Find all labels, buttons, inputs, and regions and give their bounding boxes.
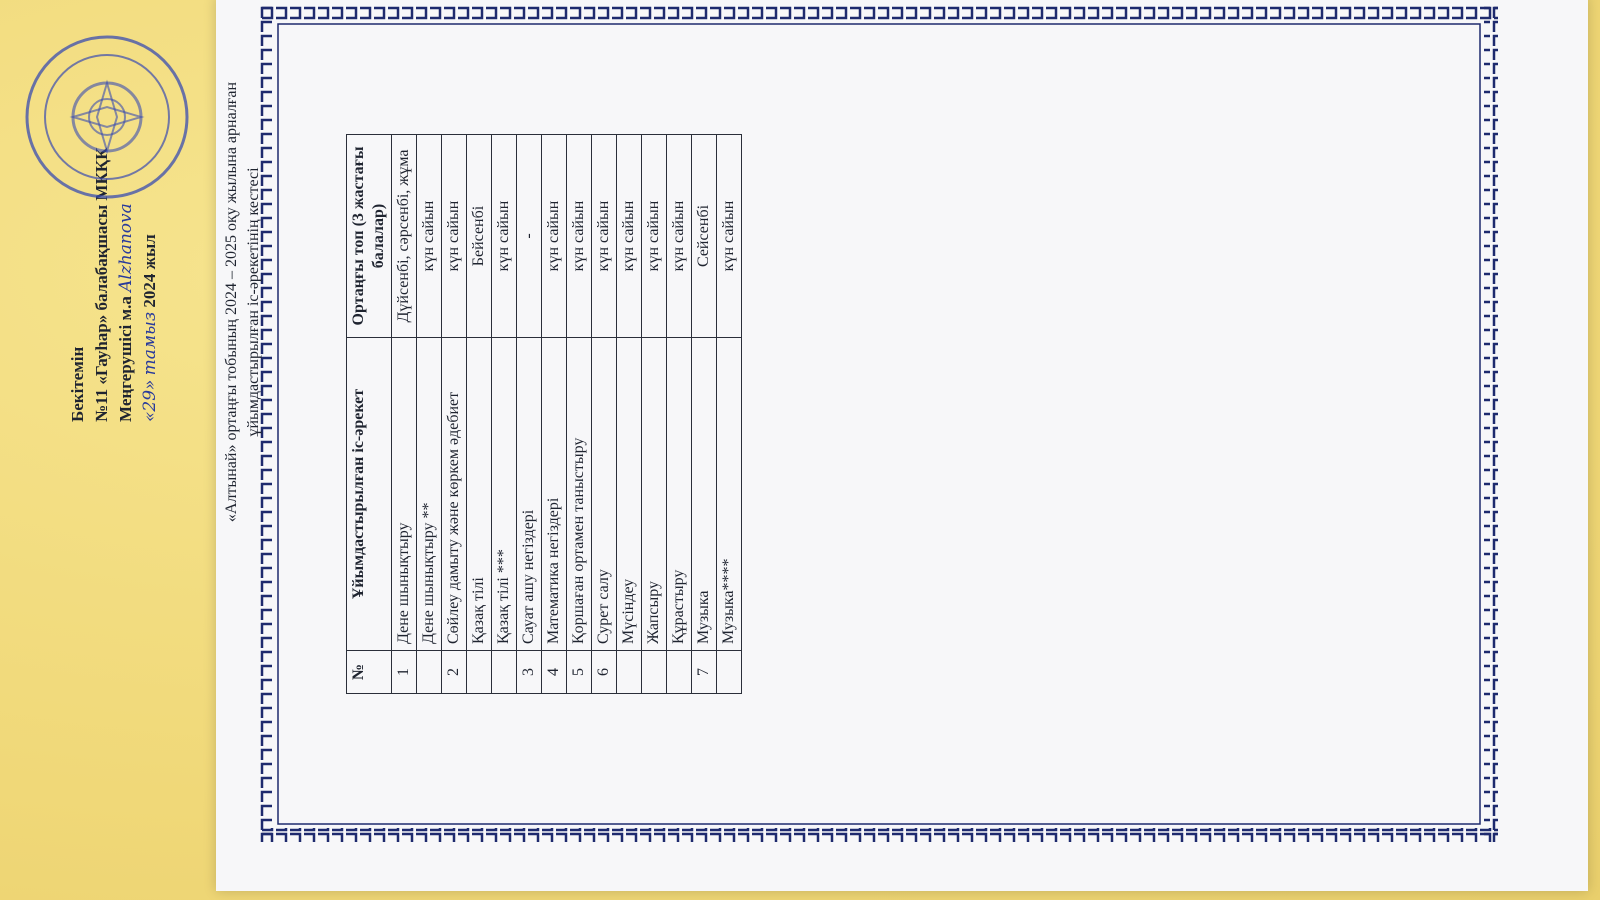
- table-row: [517, 135, 542, 694]
- row-schedule: күн сайын: [567, 135, 592, 338]
- row-activity: Қоршаған ортамен таныстыру: [567, 338, 592, 651]
- table-row: [467, 135, 492, 694]
- row-schedule: күн сайын: [642, 135, 667, 338]
- row-schedule: Сейсенбі: [692, 135, 717, 338]
- row-activity: Музыка****: [717, 338, 742, 651]
- signature: Alzhanova: [116, 203, 136, 292]
- row-activity: Математика негіздері: [542, 338, 567, 651]
- table-row: [692, 135, 717, 694]
- table-row: [642, 135, 667, 694]
- table-row: [592, 135, 617, 694]
- row-schedule: күн сайын: [592, 135, 617, 338]
- row-schedule: -: [517, 135, 542, 338]
- row-schedule: Дүйсенбі, сәрсенбі, жұма: [392, 135, 417, 338]
- row-number: [667, 651, 692, 694]
- approval-line-2: №11 «Гауһар» балабақшасы МКҚК: [92, 147, 111, 422]
- row-number: [642, 651, 667, 694]
- document-title: «Алтынай» ортаңғы тобының 2024 – 2025 оқу жылына арналған ұйымдастырылған іс-әрекетінің кестесі: [223, 81, 262, 523]
- row-schedule: күн сайын: [417, 135, 442, 338]
- row-number: [717, 651, 742, 694]
- row-schedule: күн сайын: [617, 135, 642, 338]
- table-row: [392, 135, 417, 694]
- row-activity: Дене шынықтыру **: [417, 338, 442, 651]
- row-number: [492, 651, 517, 694]
- row-activity: Құрастыру: [667, 338, 692, 651]
- row-schedule: күн сайын: [717, 135, 742, 338]
- date-day: «29»: [140, 379, 160, 422]
- row-activity: Сауат ашу негіздері: [517, 338, 542, 651]
- row-activity: Музыка: [692, 338, 717, 651]
- row-schedule: күн сайын: [542, 135, 567, 338]
- approval-line-1: Бекітемін: [68, 346, 87, 422]
- row-number: 4: [542, 651, 567, 694]
- approval-line-3: Меңгерушісі м.а Alzhanova: [116, 203, 136, 422]
- document-page: [68, 0, 1588, 891]
- schedule-table: [346, 134, 742, 694]
- row-activity: Сөйлеу дамыту және көркем әдебиет: [442, 338, 467, 651]
- row-number: 6: [592, 651, 617, 694]
- table-row: [667, 135, 692, 694]
- row-number: [417, 651, 442, 694]
- table-row: [417, 135, 442, 694]
- header-schedule: Ортаңғы топ (3 жастағы балалар): [347, 135, 392, 338]
- row-activity: Мүсіндеу: [617, 338, 642, 651]
- row-number: 1: [392, 651, 417, 694]
- table-row: [542, 135, 567, 694]
- row-number: 5: [567, 651, 592, 694]
- date-month: тамыз: [140, 311, 160, 376]
- row-number: 2: [442, 651, 467, 694]
- table-row: [717, 135, 742, 694]
- row-activity: Жапсыру: [642, 338, 667, 651]
- row-activity: Дене шынықтыру: [392, 338, 417, 651]
- table-row: [617, 135, 642, 694]
- table-row: [442, 135, 467, 694]
- row-schedule: Бейсенбі: [467, 135, 492, 338]
- row-number: 7: [692, 651, 717, 694]
- date-year: 2024 жыл: [140, 234, 159, 308]
- official-stamp: [22, 32, 192, 202]
- table-row: [567, 135, 592, 694]
- row-activity: Сурет салу: [592, 338, 617, 651]
- header-number: №: [347, 651, 392, 694]
- row-number: 3: [517, 651, 542, 694]
- table-row: [492, 135, 517, 694]
- table-header-row: [347, 135, 392, 694]
- row-activity: Қазақ тілі ***: [492, 338, 517, 651]
- header-activity: Ұйымдастырылған іс-әрекет: [347, 338, 392, 651]
- rotated-content: [16, 42, 1096, 842]
- row-number: [467, 651, 492, 694]
- row-schedule: күн сайын: [492, 135, 517, 338]
- row-activity: Қазақ тілі: [467, 338, 492, 651]
- row-schedule: күн сайын: [667, 135, 692, 338]
- row-number: [617, 651, 642, 694]
- row-schedule: күн сайын: [442, 135, 467, 338]
